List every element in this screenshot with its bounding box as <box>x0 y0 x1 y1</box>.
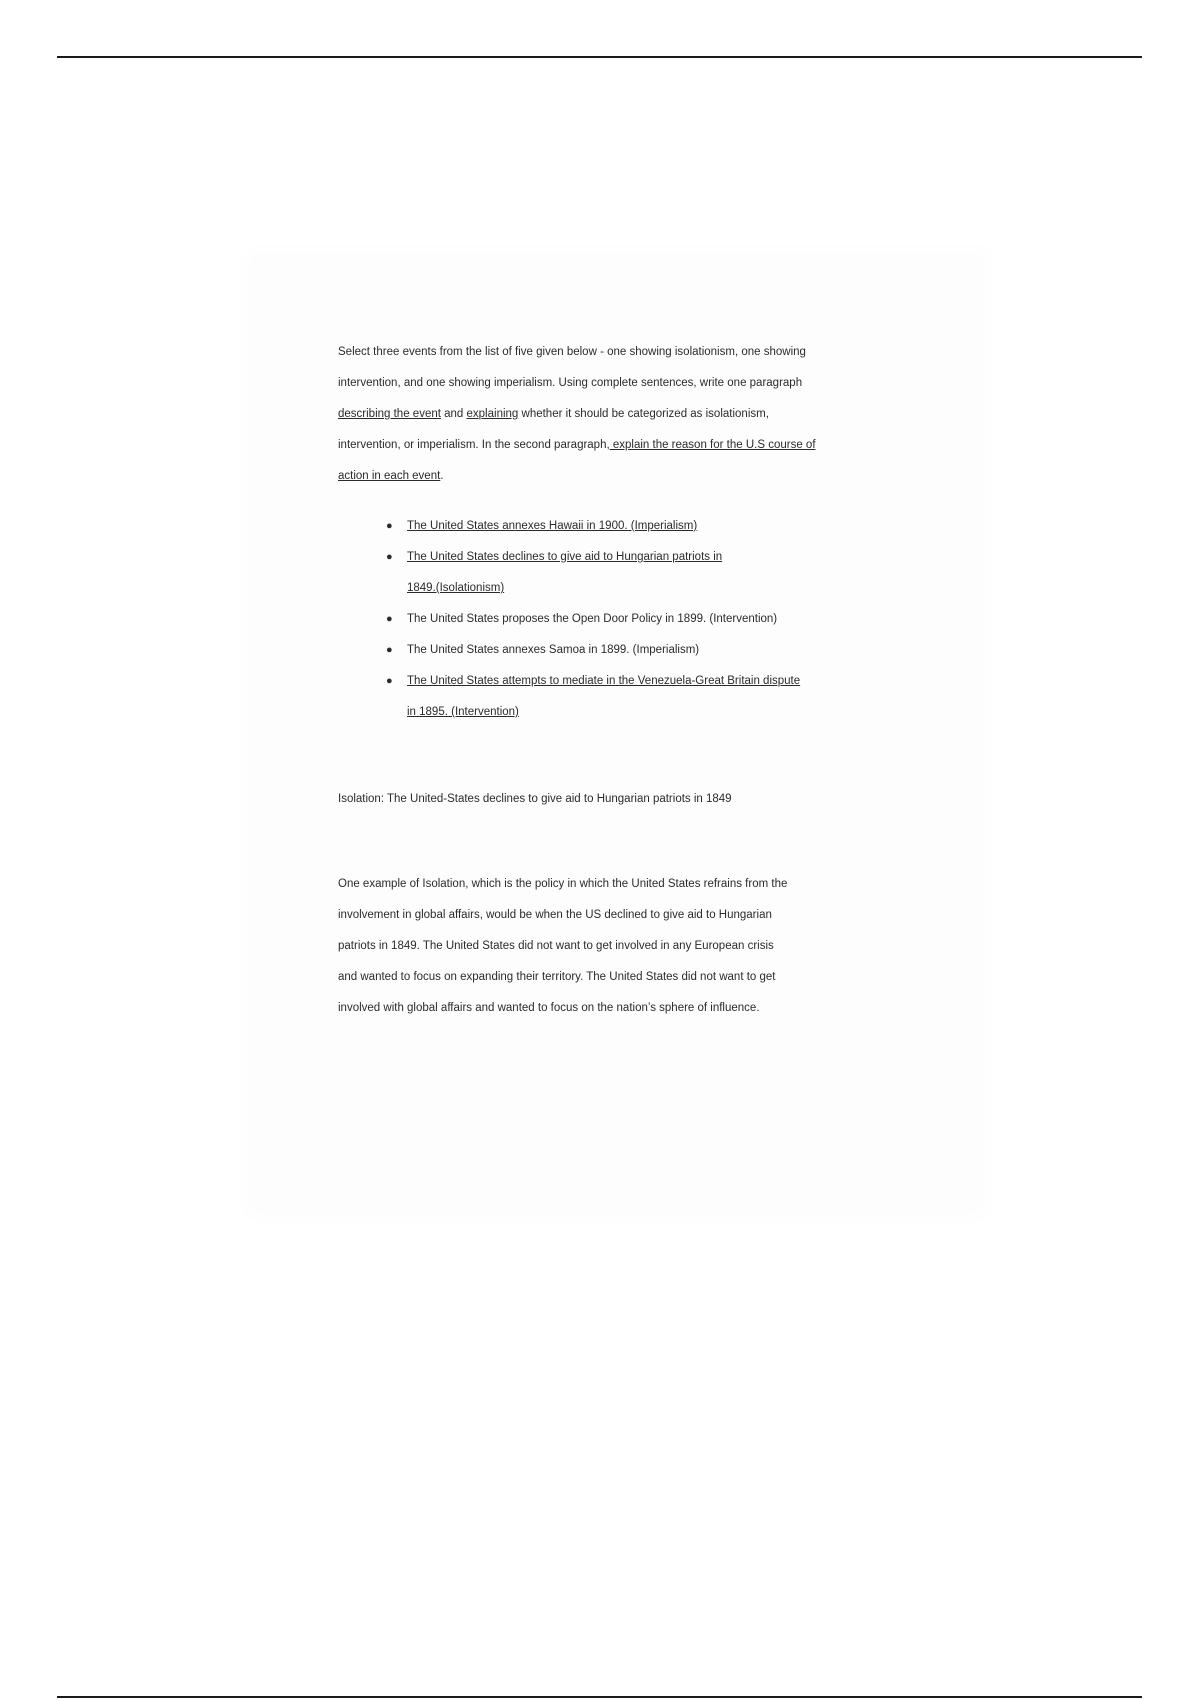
bullet-icon: ● <box>386 675 393 687</box>
instruction-line <box>338 399 898 430</box>
answer-line: involvement in global affairs, would be when the US declined to give aid to Hungarian <box>338 909 772 921</box>
answer-heading: Isolation: The United-States declines to give aid to Hungarian patriots in 1849 <box>338 793 732 805</box>
bullet-icon: ● <box>386 520 393 532</box>
instruction-text: intervention, or imperialism. In the second paragraph, <box>338 439 610 451</box>
bullet-icon: ● <box>386 551 393 563</box>
event-item <box>338 511 938 542</box>
event-item <box>338 604 938 635</box>
answer-line: and wanted to focus on expanding their territory. The United States did not want to get <box>338 971 776 983</box>
underlined-phrase: describing the event <box>338 408 441 420</box>
bottom-rule <box>57 1696 1142 1698</box>
instruction-line <box>338 461 898 492</box>
top-rule <box>57 56 1142 58</box>
underlined-phrase: action in each event <box>338 470 441 482</box>
event-text: The United States annexes Samoa in 1899. (Imperialism) <box>407 644 700 656</box>
event-text: 1849.(Isolationism) <box>407 582 505 594</box>
instruction-text: and <box>440 408 467 420</box>
instruction-text: whether it should be categorized as isolationism, <box>518 408 769 420</box>
answer-line: involved with global affairs and wanted to focus on the nation’s sphere of influence. <box>338 1002 760 1014</box>
event-item <box>338 666 938 728</box>
underlined-phrase: explain the reason for the U.S course of <box>609 439 816 451</box>
instruction-line <box>338 368 898 399</box>
bullet-icon: ● <box>386 613 393 625</box>
assignment-instructions <box>338 337 898 492</box>
event-list <box>338 511 938 728</box>
event-item <box>338 542 938 604</box>
instruction-line <box>338 337 898 368</box>
underlined-phrase: explaining <box>466 408 519 420</box>
instruction-text: intervention, and one showing imperialism. Using complete sentences, write one paragraph <box>338 377 803 389</box>
event-text: The United States attempts to mediate in the Venezuela-Great Britain dispute <box>407 675 801 687</box>
event-item <box>338 635 938 666</box>
bullet-icon: ● <box>386 644 393 656</box>
answer-line: patriots in 1849. The United States did not want to get involved in any European crisis <box>338 940 774 952</box>
event-text: The United States annexes Hawaii in 1900. (Imperialism) <box>407 520 698 532</box>
answer-paragraph <box>338 869 898 1024</box>
answer-line: One example of Isolation, which is the policy in which the United States refrains from the <box>338 878 788 890</box>
event-text: in 1895. (Intervention) <box>407 706 519 718</box>
event-text: The United States proposes the Open Door Policy in 1899. (Intervention) <box>407 613 778 625</box>
instruction-text: . <box>440 470 444 482</box>
event-text: The United States declines to give aid to Hungarian patriots in <box>407 551 723 563</box>
instruction-text: Select three events from the list of five given below - one showing isolationism, one showing <box>338 346 806 358</box>
instruction-line <box>338 430 898 461</box>
